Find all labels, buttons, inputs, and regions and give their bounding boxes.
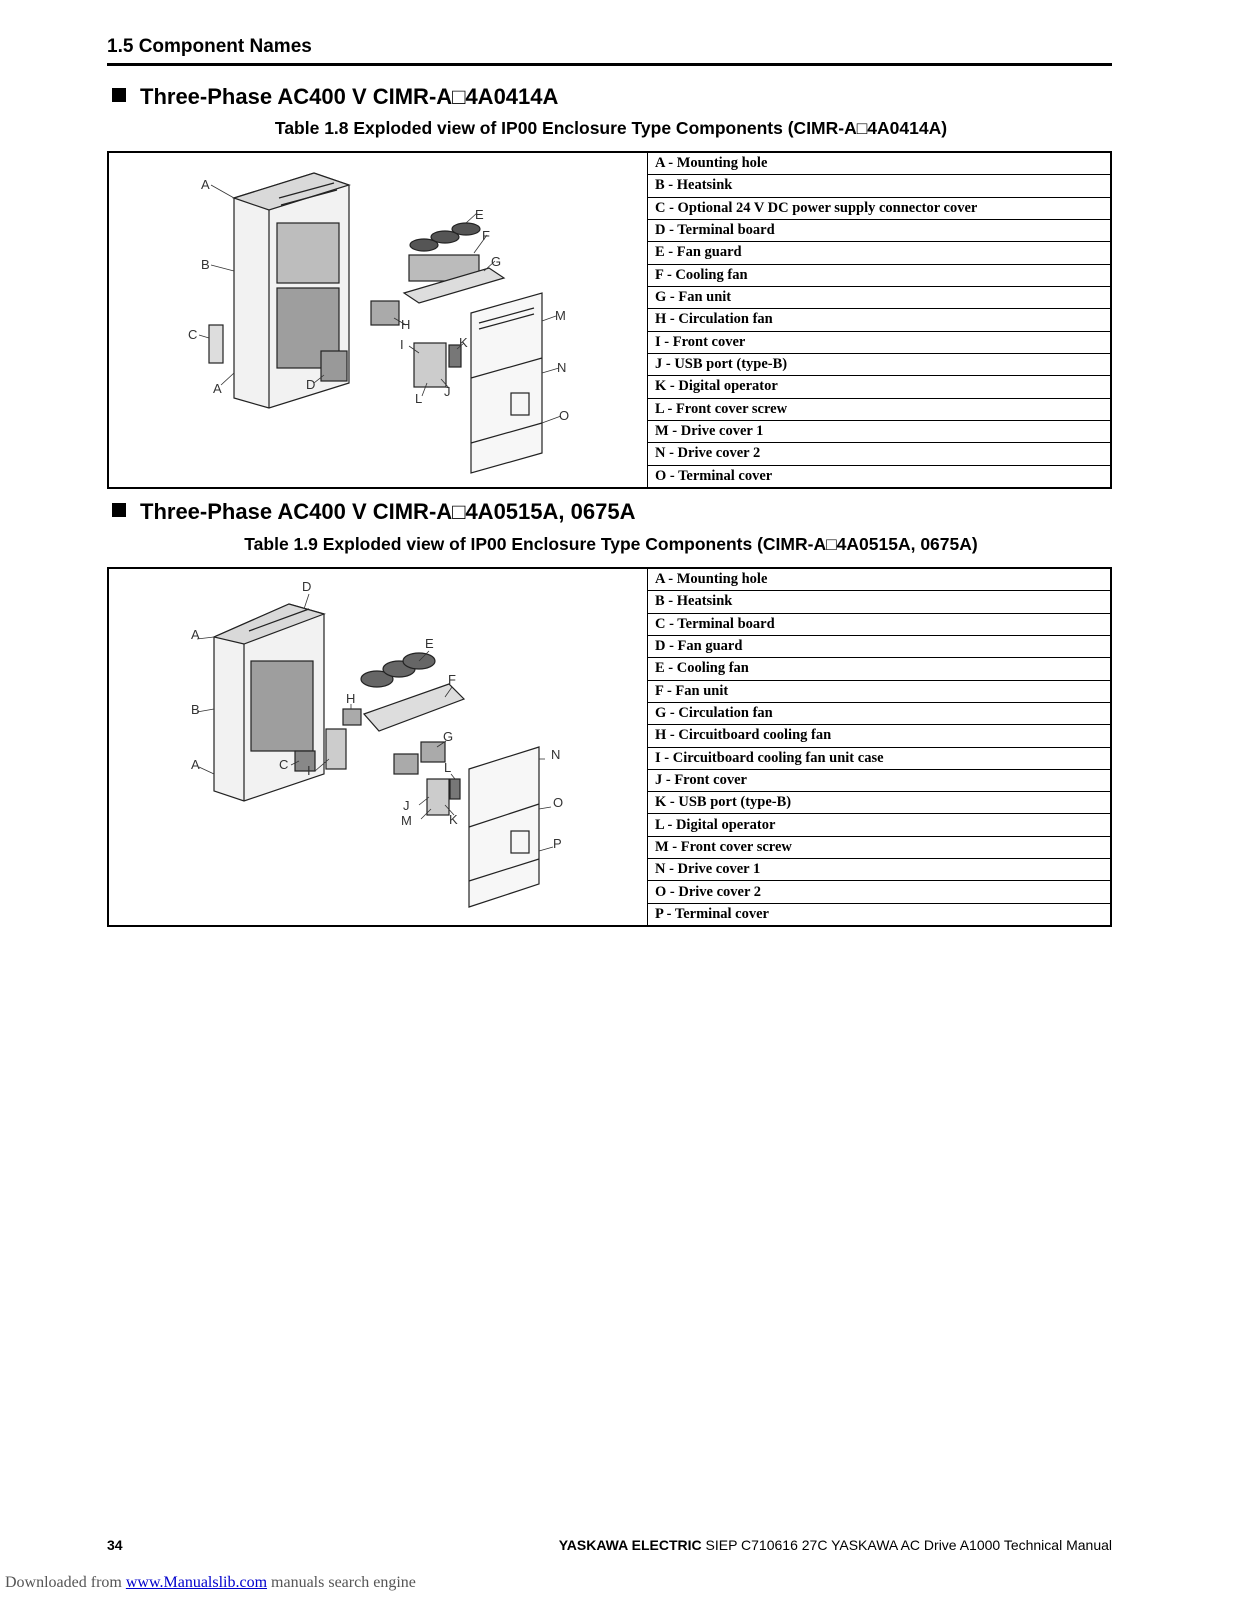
legend-item: G - Fan unit — [648, 287, 1110, 309]
exploded-view-drawing-2 — [109, 569, 647, 925]
legend-item: K - Digital operator — [648, 376, 1110, 398]
legend-item: L - Front cover screw — [648, 399, 1110, 421]
legend-item: E - Fan guard — [648, 242, 1110, 264]
callout-J: J — [403, 798, 410, 813]
legend-item: B - Heatsink — [648, 591, 1110, 613]
legend-item: J - USB port (type-B) — [648, 354, 1110, 376]
callout-K: K — [449, 812, 458, 827]
legend-item: L - Digital operator — [648, 814, 1110, 836]
callout-A-bottom: A — [213, 381, 222, 396]
download-prefix: Downloaded from — [5, 1574, 126, 1591]
callout-J: J — [444, 384, 451, 399]
legend-item: D - Fan guard — [648, 636, 1110, 658]
legend-item: O - Terminal cover — [655, 467, 773, 484]
section-title: 1.5 Component Names — [107, 34, 1112, 66]
legend-item: E - Cooling fan — [648, 658, 1110, 680]
square-bullet-icon — [112, 503, 126, 517]
legend-item: N - Drive cover 1 — [648, 859, 1110, 881]
callout-E: E — [475, 207, 484, 222]
callout-P: P — [553, 836, 562, 851]
callout-M: M — [555, 308, 566, 323]
footer-manual-title — [559, 1537, 1112, 1553]
download-notice — [5, 1574, 416, 1592]
legend-item: I - Circuitboard cooling fan unit case — [648, 748, 1110, 770]
footer-manual: SIEP C710616 27C YASKAWA AC Drive A1000 Technical Manual — [701, 1537, 1112, 1553]
legend-item: B - Heatsink — [648, 175, 1110, 197]
callout-C: C — [188, 327, 198, 342]
legend-item: H - Circulation fan — [648, 309, 1110, 331]
callout-E: E — [425, 636, 434, 651]
legend-item: G - Circulation fan — [648, 703, 1110, 725]
callout-I: I — [400, 337, 404, 352]
callout-N: N — [557, 360, 567, 375]
legend-item: A - Mounting hole — [648, 569, 1110, 591]
legend-item: P - Terminal cover — [655, 905, 769, 922]
legend-item: F - Cooling fan — [648, 265, 1110, 287]
page-number: 34 — [107, 1537, 123, 1553]
callout-G: G — [443, 729, 454, 744]
legend-item: K - USB port (type-B) — [648, 792, 1110, 814]
callout-N: N — [551, 747, 561, 762]
legend-item: J - Front cover — [648, 770, 1110, 792]
callout-L: L — [415, 391, 423, 406]
download-suffix: manuals search engine — [267, 1574, 416, 1591]
legend-item: C - Terminal board — [648, 614, 1110, 636]
legend-item: D - Terminal board — [648, 220, 1110, 242]
callout-A-bottom: A — [191, 757, 200, 772]
component-table-1 — [107, 151, 1112, 489]
legend-item: O - Drive cover 2 — [648, 881, 1110, 903]
callout-G: G — [491, 254, 502, 269]
callout-K: K — [459, 335, 468, 350]
section-heading-1-text: Three-Phase AC400 V CIMR-A□4A0414A — [140, 84, 559, 109]
callout-F: F — [448, 672, 456, 687]
legend-item: I - Front cover — [648, 332, 1110, 354]
legend-item: A - Mounting hole — [648, 153, 1110, 175]
manualslib-link[interactable]: www.Manualslib.com — [125, 1574, 268, 1591]
callout-C: C — [279, 757, 289, 772]
callout-H: H — [401, 317, 411, 332]
footer-brand: YASKAWA ELECTRIC — [558, 1537, 702, 1553]
callout-O: O — [553, 795, 564, 810]
callout-I: I — [307, 763, 311, 778]
callout-B: B — [191, 702, 200, 717]
section-heading-2 — [112, 499, 635, 525]
exploded-view-drawing-1 — [109, 153, 647, 487]
exploded-view-figure-1 — [109, 153, 647, 487]
component-legend-2 — [647, 569, 1110, 925]
legend-item: C - Optional 24 V DC power supply connector cover — [648, 198, 1110, 220]
callout-M: M — [401, 813, 412, 828]
callout-A-top: A — [191, 627, 200, 642]
callout-F: F — [482, 228, 490, 243]
callout-D: D — [306, 377, 316, 392]
section-heading-2-text: Three-Phase AC400 V CIMR-A□4A0515A, 0675A — [140, 499, 636, 524]
callout-O: O — [559, 408, 570, 423]
legend-item: M - Drive cover 1 — [648, 421, 1110, 443]
section-heading-1 — [112, 84, 558, 110]
table-caption-1: Table 1.8 Exploded view of IP00 Enclosure Type Components (CIMR-A□4A0414A) — [274, 118, 948, 138]
component-table-2 — [107, 567, 1112, 927]
callout-A-top: A — [201, 177, 210, 192]
exploded-view-figure-2 — [109, 569, 647, 925]
callout-B: B — [201, 257, 210, 272]
component-legend-1 — [647, 153, 1110, 487]
callout-D: D — [302, 579, 312, 594]
callout-L: L — [444, 760, 452, 775]
callout-H: H — [346, 691, 356, 706]
table-caption-2: Table 1.9 Exploded view of IP00 Enclosure Type Components (CIMR-A□4A0515A, 0675A) — [244, 534, 978, 554]
legend-item: N - Drive cover 2 — [648, 443, 1110, 465]
legend-item: H - Circuitboard cooling fan — [648, 725, 1110, 747]
square-bullet-icon — [112, 88, 126, 102]
legend-item: M - Front cover screw — [648, 837, 1110, 859]
legend-item: F - Fan unit — [648, 681, 1110, 703]
